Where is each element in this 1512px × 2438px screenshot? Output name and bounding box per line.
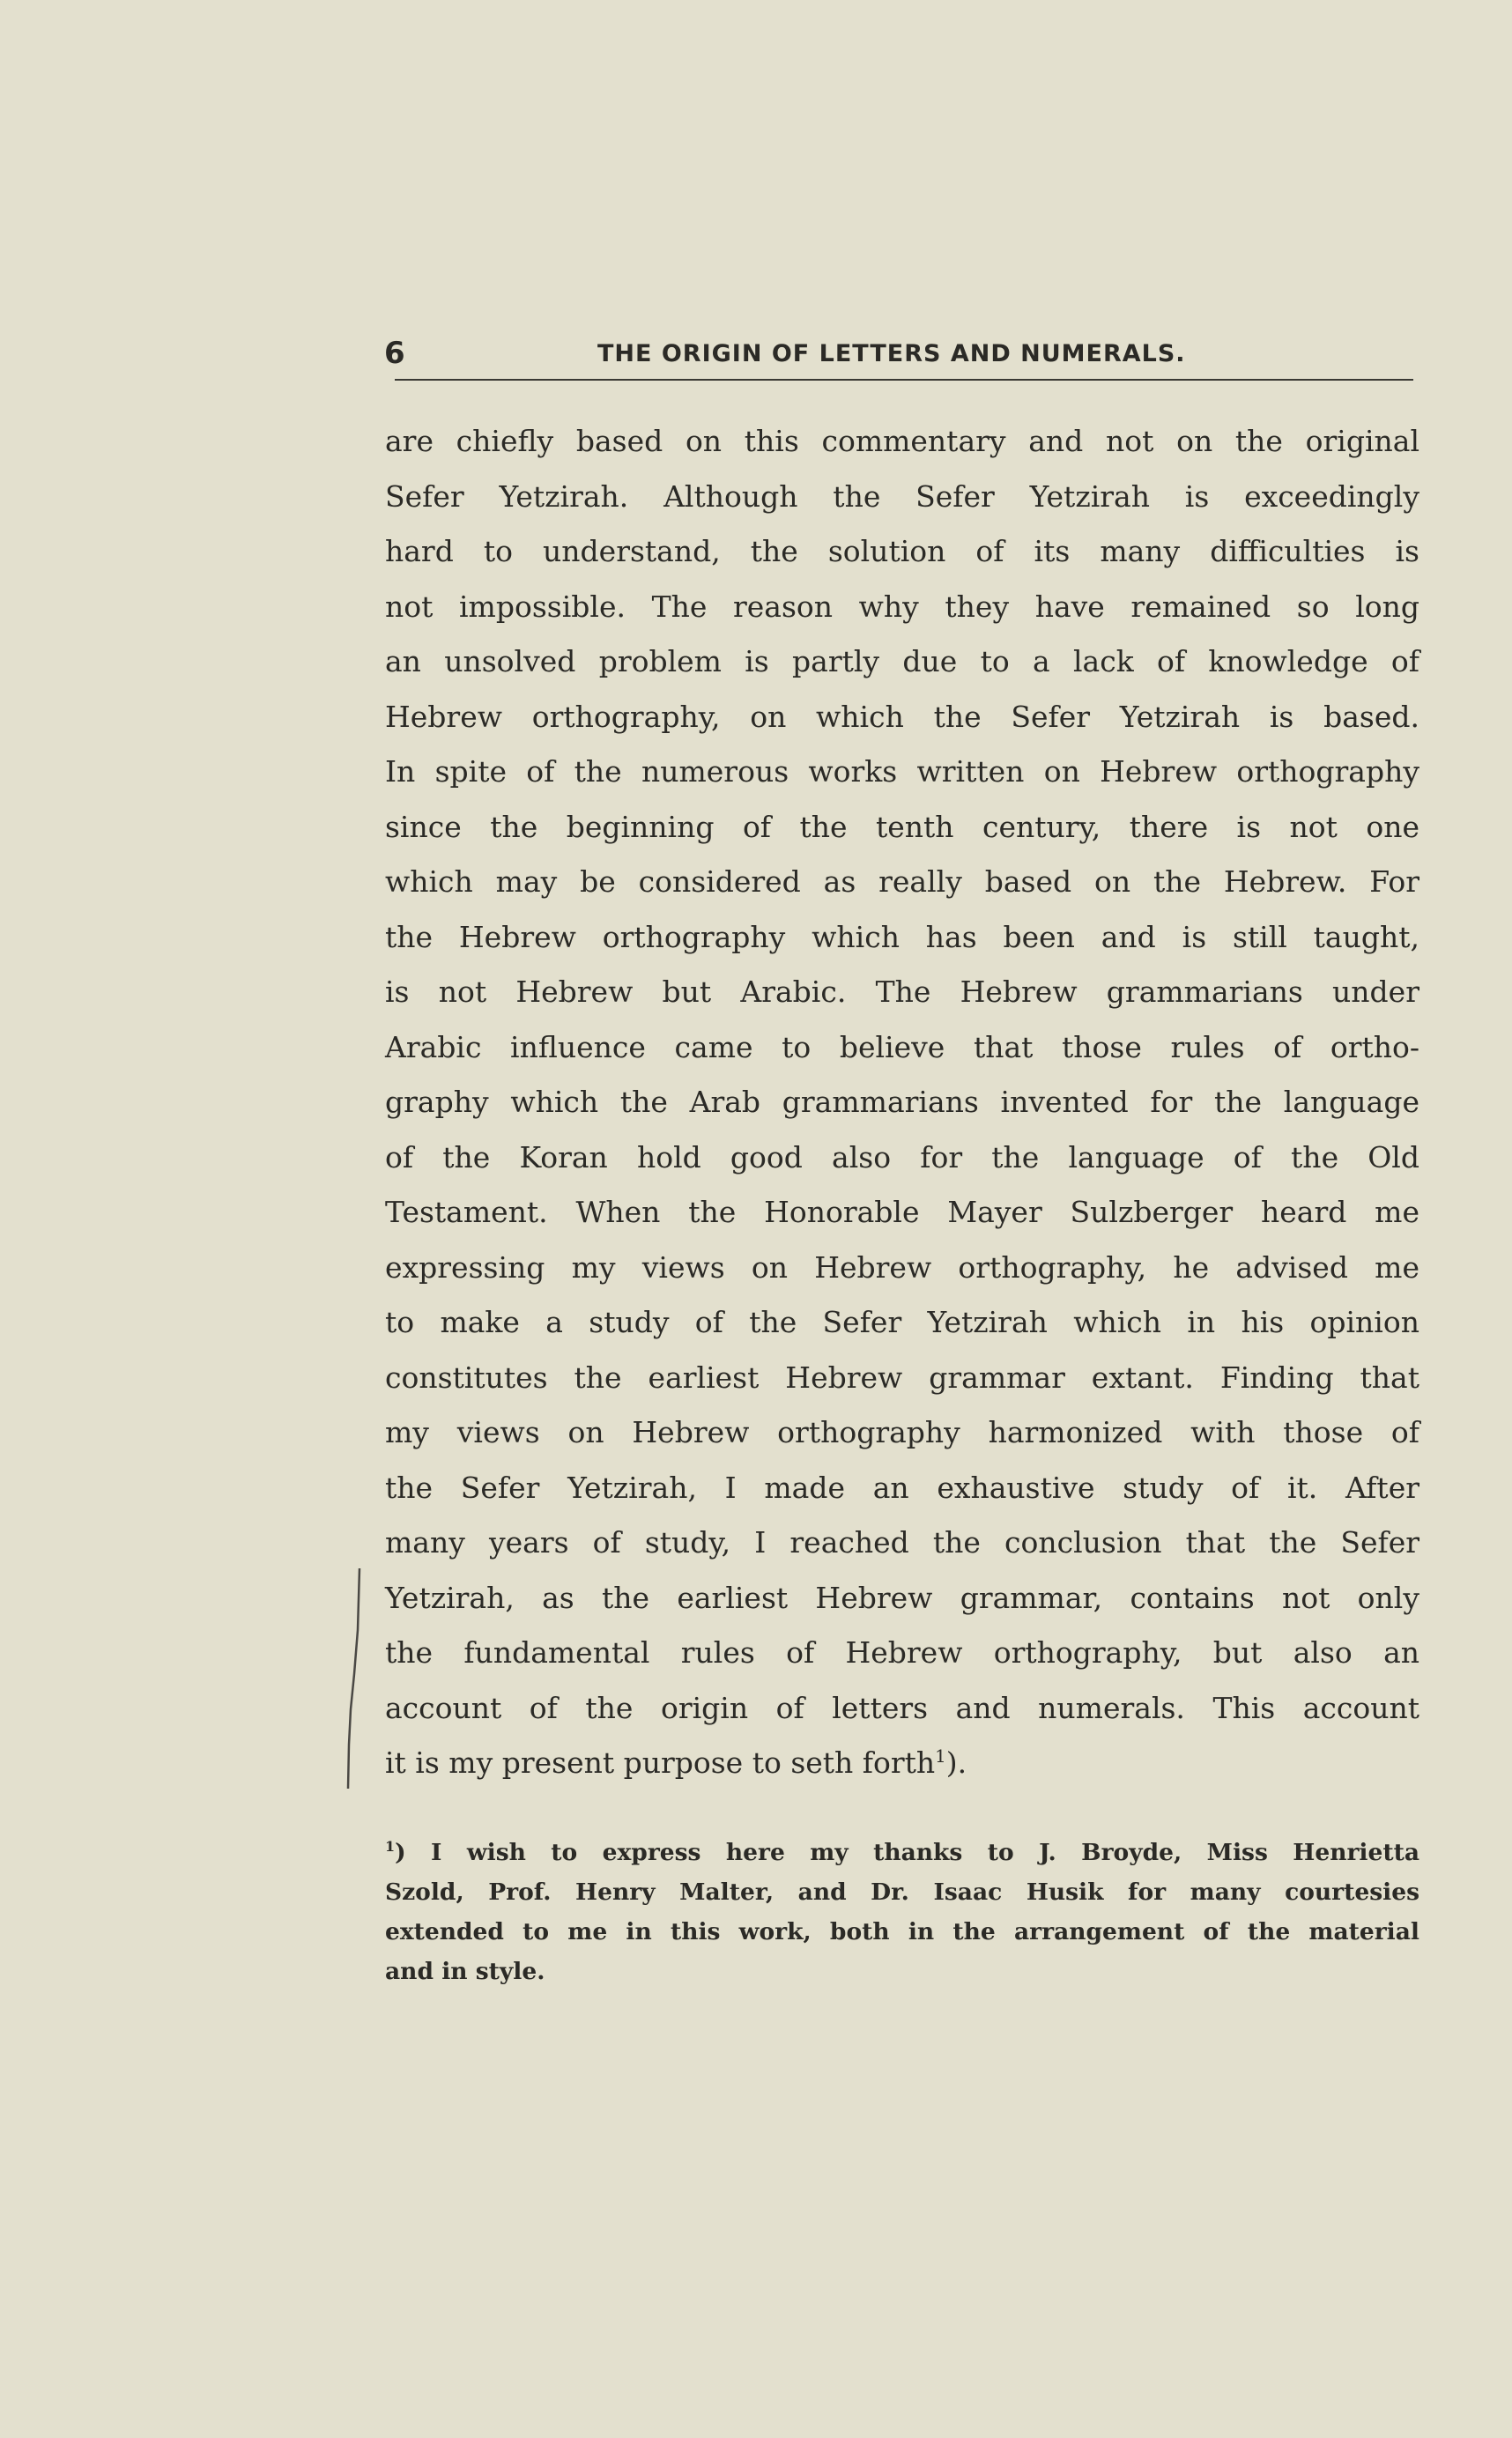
text-line: many years of study, I reached the conclusion that the Sefer	[385, 1525, 1419, 1560]
text-line: graphy which the Arab grammarians invented for the language	[385, 1085, 1419, 1119]
footnote-line: and in style.	[385, 1958, 545, 1985]
text-line: the Hebrew orthography which has been and is still taught,	[385, 919, 1419, 954]
text-line-last	[385, 1736, 1419, 1791]
text-line: is not Hebrew but Arabic. The Hebrew grammarians under	[385, 974, 1419, 1009]
margin-pencil-mark	[344, 1568, 365, 1789]
footnote-line: $^1$) I wish to express here my thanks to J. Broyde, Miss Henrietta	[385, 1838, 1419, 1866]
last-line-text: it is my present purpose to seth forth	[385, 1745, 936, 1780]
text-line: account of the origin of letters and numerals. This account	[385, 1690, 1419, 1725]
footnote-line: Szold, Prof. Henry Malter, and Dr. Isaac Husik for many courtesies	[385, 1879, 1419, 1906]
page-header	[384, 331, 1415, 375]
running-title: THE ORIGIN OF LETTERS AND NUMERALS.	[597, 340, 1186, 367]
text-line: of the Koran hold good also for the language of the Old	[385, 1139, 1419, 1175]
footnote-reference[interactable]: 1	[935, 1746, 946, 1767]
text-line: the Sefer Yetzirah, I made an exhaustive study of it. After	[385, 1470, 1419, 1505]
text-line: since the beginning of the tenth century, there is not one	[385, 809, 1419, 844]
text-line: Yetzirah, as the earliest Hebrew grammar, contains not only	[385, 1580, 1419, 1615]
header-rule	[395, 379, 1413, 381]
text-line: Sefer Yetzirah. Although the Sefer Yetzirah is exceedingly	[385, 478, 1419, 514]
text-line: Hebrew orthography, on which the Sefer Yetzirah is based.	[385, 699, 1419, 734]
body-paragraph	[385, 414, 1419, 1791]
footnote-marker: 1	[385, 1838, 396, 1856]
text-line: are chiefly based on this commentary and not on the original	[385, 424, 1419, 458]
text-line: not impossible. The reason why they have remained so long	[385, 589, 1419, 624]
footnote	[385, 1833, 1419, 1991]
text-line: In spite of the numerous works written on Hebrew orthography	[385, 754, 1419, 789]
text-line: Arabic influence came to believe that those rules of ortho-	[385, 1029, 1419, 1064]
last-line-tail: ).	[945, 1745, 967, 1780]
text-line: hard to understand, the solution of its many difficulties is	[385, 534, 1419, 568]
text-line: Testament. When the Honorable Mayer Sulzberger heard me	[385, 1195, 1419, 1229]
text-line: the fundamental rules of Hebrew orthography, but also an	[385, 1635, 1419, 1670]
text-line: an unsolved problem is partly due to a lack of knowledge of	[385, 644, 1419, 678]
text-line: to make a study of the Sefer Yetzirah which in his opinion	[385, 1305, 1419, 1339]
footnote-line: extended to me in this work, both in the arrangement of the material	[385, 1918, 1419, 1945]
text-line: expressing my views on Hebrew orthography, he advised me	[385, 1249, 1419, 1285]
page-number: 6	[384, 336, 405, 371]
text-line: constitutes the earliest Hebrew grammar extant. Finding that	[385, 1360, 1419, 1395]
text-line: which may be considered as really based on the Hebrew. For	[385, 864, 1419, 899]
text-line: my views on Hebrew orthography harmonized with those of	[385, 1415, 1419, 1449]
